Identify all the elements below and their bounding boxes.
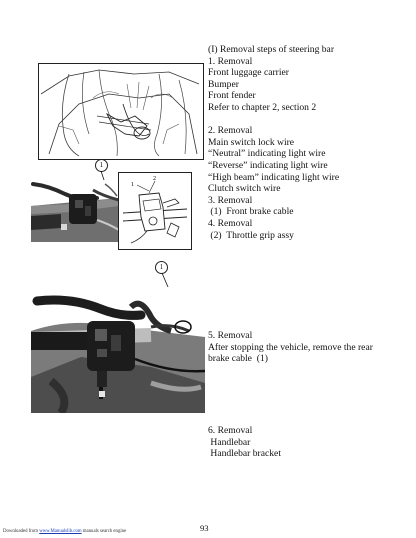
step-line: 4. Removal bbox=[208, 217, 253, 229]
step-line: Handlebar bracket bbox=[208, 448, 281, 460]
footer-link[interactable]: www.Manualslib.com bbox=[39, 529, 82, 534]
handlebar-photo-1 bbox=[31, 180, 119, 242]
step-line: “Reverse” indicating light wire bbox=[208, 159, 328, 171]
diagram-label-1: 1 bbox=[131, 182, 134, 188]
steps-block-1 bbox=[208, 44, 339, 241]
step-line: Refer to chapter 2, section 2 bbox=[208, 101, 317, 113]
step-line: 6. Removal bbox=[208, 425, 253, 436]
step-line: Clutch switch wire bbox=[208, 183, 281, 195]
callout-a: 1 bbox=[95, 159, 108, 172]
diagram-label-2: 2 bbox=[153, 176, 156, 182]
step-line: Handlebar bbox=[208, 436, 251, 448]
step-line: Front fender bbox=[208, 90, 256, 102]
step-line: 3. Removal bbox=[208, 194, 253, 206]
step-line: Bumper bbox=[208, 78, 239, 90]
steering-column-drawing bbox=[38, 63, 204, 160]
step-line: (2) Throttle grip assy bbox=[208, 229, 294, 241]
step-line: After stopping the vehicle, remove the rear bbox=[208, 341, 373, 353]
page-number: 93 bbox=[200, 523, 209, 533]
step-line: 5. Removal bbox=[208, 330, 253, 341]
footer-suffix: manuals search engine bbox=[82, 529, 127, 534]
steps-block-2 bbox=[208, 330, 373, 365]
step-line: brake cable (1) bbox=[208, 353, 268, 365]
handlebar-detail-drawing bbox=[118, 172, 192, 250]
step-line: (I) Removal steps of steering bar bbox=[208, 44, 335, 55]
footer bbox=[3, 529, 126, 534]
step-line: 1. Removal bbox=[208, 55, 253, 67]
handlebar-photo-2 bbox=[31, 287, 205, 413]
footer-prefix: Downloaded from bbox=[3, 529, 39, 534]
step-line: “Neutral” indicating light wire bbox=[208, 148, 326, 160]
step-line: Main switch lock wire bbox=[208, 136, 295, 148]
step-line: “High beam” indicating light wire bbox=[208, 171, 340, 183]
step-line bbox=[208, 114, 339, 126]
step-line: Front luggage carrier bbox=[208, 67, 289, 79]
step-line: 2. Removal bbox=[208, 125, 253, 137]
steps-block-3 bbox=[208, 425, 281, 460]
callout-b: 1 bbox=[155, 261, 168, 274]
step-line: (1) Front brake cable bbox=[208, 206, 294, 218]
